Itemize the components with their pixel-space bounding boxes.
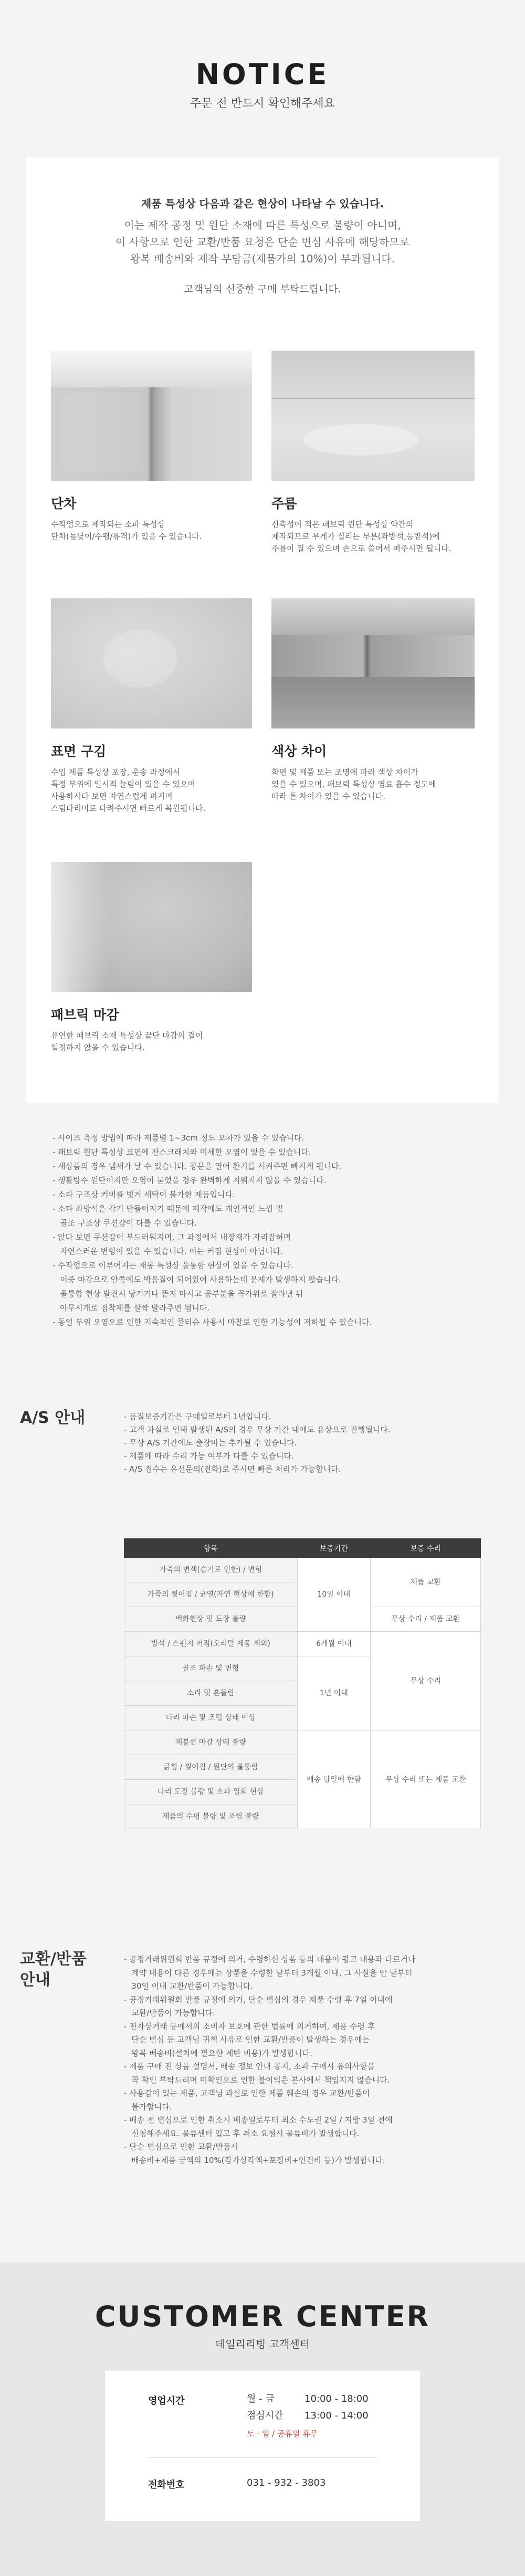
exchange-item: - 공정거래위원회 반품 규정에 의거, 수령하신 상품 등의 내용이 광고 내용과 다르거나 (124, 1955, 416, 1964)
table-cell: 다리 도장 불량 및 소파 일회 현상 (124, 1780, 298, 1804)
table-cell: 무상 수리 (371, 1632, 481, 1730)
hours-label: 영업시간 (148, 2395, 185, 2406)
table-header: 보증 수리 (371, 1539, 481, 1558)
warranty-table (124, 1538, 481, 1829)
note-item: - 동일 부위 오염으로 인한 지속적인 물티슈 사용시 마찰로 인한 기능성이 저하될 수 있습니다. (52, 1317, 372, 1327)
note-item: 골조 구조상 쿠션감이 다를 수 있습니다. (52, 1218, 197, 1228)
feature-desc: 수작업으로 제작되는 소파 특성상 (51, 520, 165, 529)
feature-title: 단차 (51, 496, 77, 511)
feature-desc: 화면 및 제품 또는 조명에 따라 색상 차이가 (271, 767, 418, 777)
exchange-item: 계약 내용이 다른 경우에는 상품을 수령한 날부터 3개월 이내, 그 사실을 안 날부터 (124, 1968, 413, 1978)
exchange-item: 불가합니다. (124, 2102, 172, 2112)
feature-desc: 사용하시다 보면 자연스럽게 펴지며 (51, 791, 173, 801)
table-cell: 10일 이내 (297, 1558, 371, 1632)
table-cell: 방석 / 스펀지 꺼짐(오리털 제품 제외) (124, 1632, 298, 1656)
customer-center-subtitle: 데일리리빙 고객센터 (215, 2338, 310, 2350)
feature-title: 주름 (271, 496, 297, 511)
note-item: - 사이즈 측정 방법에 따라 제품별 1~3cm 정도 오차가 있을 수 있습니다. (52, 1133, 304, 1143)
table-cell: 재봉선 마감 상태 불량 (124, 1730, 298, 1755)
notice-title: NOTICE (195, 58, 330, 91)
as-item: - A/S 접수는 유선문의(전화)로 주시면 빠른 처리가 가능합니다. (124, 1464, 341, 1474)
exchange-title-line: 교환/반품 (20, 1950, 87, 1968)
table-cell: 백화현상 및 도장 불량 (124, 1607, 298, 1632)
as-item: - 무상 A/S 기간에도 출장비는 추가될 수 있습니다. (124, 1438, 297, 1448)
table-cell: 6개월 이내 (297, 1632, 371, 1656)
table-row (124, 1632, 481, 1656)
table-cell: 골조 파손 및 변형 (124, 1656, 298, 1681)
table-cell: 가죽의 찢어짐 / 균열(자연 현상에 한함) (124, 1582, 298, 1607)
weekday-label: 월 - 금 (247, 2393, 275, 2404)
exchange-item: - 단순 변심으로 인한 교환/반품시 (124, 2142, 238, 2151)
note-item: 울퉁함 현상 발견시 당기거나 뜯지 마시고 공부분을 꼭가위로 잘라낸 뒤 (52, 1289, 303, 1298)
table-cell: 제품의 수평 불량 및 조립 불량 (124, 1804, 298, 1829)
intro-heading: 제품 특성상 다음과 같은 현상이 나타날 수 있습니다. (141, 197, 384, 210)
intro-line: 이 사항으로 인한 교환/반품 요청은 단순 변심 사유에 해당하므로 (116, 236, 410, 248)
feature-desc: 수입 제품 특성상 포장, 운송 과정에서 (51, 767, 180, 777)
phone-number[interactable]: 031 - 932 - 3803 (247, 2477, 326, 2488)
as-section-title: A/S 안내 (20, 1409, 86, 1427)
customer-center-box (105, 2371, 420, 2521)
note-item: - 소파 좌방석은 각기 만들어지기 때문에 제작에도 개인적인 느낌 및 (52, 1204, 284, 1213)
sofa-color-photo (271, 598, 475, 729)
feature-color (271, 741, 471, 803)
exchange-item: - 배송 전 변심으로 인한 취소시 배송일로부터 최소 수도권 2일 / 지방 3일 전에 (124, 2115, 393, 2125)
feature-wrinkle (271, 493, 471, 555)
table-cell: 다리 파손 및 조립 상태 이상 (124, 1706, 298, 1730)
exchange-title-line: 안내 (20, 1971, 50, 1989)
note-item: - 패브릭 원단 특성상 표면에 잔스크래치와 미세한 오염이 있을 수 있습니다. (52, 1147, 311, 1157)
feature-desc: 주름이 질 수 있으며 손으로 쓸어서 펴주시면 됩니다. (271, 544, 452, 553)
table-cell: 긁힘 / 찢어짐 / 원단의 울퉁림 (124, 1755, 298, 1780)
note-item: 자연스러운 변형이 있을 수 있습니다. 이는 커짐 현상이 아닙니다. (52, 1247, 283, 1256)
feature-desc: 스팀다리미로 다려주시면 빠르게 복원됩니다. (51, 804, 206, 813)
table-header-row (124, 1539, 481, 1558)
note-item: 이중 마감으로 안쪽에도 박음질이 되어있어 사용하는데 문제가 발생하지 않습니다. (52, 1275, 341, 1284)
exchange-section-title (20, 1949, 87, 1991)
as-item: - 고객 과실로 인해 발생된 A/S의 경우 무상 기간 내에도 유상으로 진행됩니다. (124, 1425, 391, 1434)
notice-subtitle: 주문 전 반드시 확인해주세요 (190, 97, 335, 110)
customer-center-title: CUSTOMER CENTER (94, 2300, 430, 2333)
feature-desc: 있을 수 있으며, 패브릭 특성상 염료 흡수 정도에 (271, 779, 436, 789)
feature-desc: 신축성이 적은 패브릭 원단 특성상 약간의 (271, 520, 414, 529)
feature-title: 표면 구김 (51, 744, 107, 759)
intro-line: 이는 제작 공정 및 원단 소재에 따른 특성으로 불량이 아니며, (124, 219, 401, 231)
note-item: - 소파 구조상 커버를 벗겨 세탁이 불가한 제품입니다. (52, 1190, 235, 1199)
table-cell: 소리 및 흔들림 (124, 1681, 298, 1706)
exchange-info-list (124, 1953, 415, 2167)
exchange-item: - 제품 구매 전 상품 설명서, 배송 정보 안내 공지, 소파 구매시 유의사항을 (124, 2062, 375, 2071)
note-item: - 새상품의 경우 냄새가 날 수 있습니다. 창문을 열어 환기를 시켜주면 빠지게 됩니다. (52, 1162, 342, 1171)
intro (26, 157, 499, 298)
note-item: - 수작업으로 이루어지는 재봉 특성상 울퉁함 현상이 있을 수 있습니다. (52, 1261, 293, 1270)
as-item: - 품질보증기간은 구매일로부터 1년입니다. (124, 1412, 271, 1421)
note-item: 아무시개로 접착제를 살짝 발라주면 됩니다. (52, 1303, 209, 1313)
table-header: 항목 (124, 1539, 298, 1558)
sofa-fabric-edge-photo (51, 862, 252, 992)
exchange-item: 배송비+제품 금액의 10%(감가상각액+포장비+인건비 등)가 발생합니다. (124, 2155, 385, 2165)
table-cell: 무상 수리 / 제품 교환 (371, 1607, 481, 1632)
exchange-item: 신청해주세요. 물류센터 입고 후 취소 요청시 물류비가 발생합니다. (124, 2128, 360, 2138)
feature-desc: 단차(높낮이/수평/유격)가 있을 수 있습니다. (51, 532, 202, 541)
table-header: 보증기간 (297, 1539, 371, 1558)
feature-desc: 제작되므로 무게가 실리는 부분(좌방석,등받석)에 (271, 532, 440, 541)
holiday-notice: 토 · 일 / 공휴일 휴무 (247, 2429, 318, 2438)
feature-fabric-edge (51, 1005, 250, 1054)
intro-thanks: 고객님의 신중한 구매 부탁드립니다. (184, 283, 341, 295)
table-cell: 가죽의 변색(습기로 인한) / 변형 (124, 1558, 298, 1582)
feature-desc: 특정 부위에 일시적 눌림이 있을 수 있으며 (51, 779, 195, 789)
feature-desc: 따라 톤 차이가 있을 수 있습니다. (271, 791, 385, 801)
customer-center (0, 2262, 525, 2576)
as-item: - 제품에 따라 수리 가능 여부가 다를 수 있습니다. (124, 1451, 294, 1461)
exchange-item: 교환/반품이 가능합니다. (124, 2008, 215, 2018)
feature-crease (51, 741, 250, 815)
exchange-item: 왕복 배송비(설치에 필요한 제반 비용)가 발생합니다. (124, 2048, 312, 2058)
weekday-time: 10:00 - 18:00 (304, 2393, 369, 2404)
exchange-item: 꼭 확인 부탁드리며 미확인으로 인한 불이익은 본사에서 책임지지 않습니다. (124, 2075, 390, 2085)
notice-card (26, 157, 499, 1103)
note-item: - 앉다 보면 쿠션감이 부드러워지며, 그 과정에서 내장재가 자리잡혀며 (52, 1232, 291, 1242)
feature-title: 색상 차이 (271, 744, 327, 759)
feature-title: 패브릭 마감 (51, 1007, 119, 1022)
caution-notes (52, 1131, 483, 1329)
table-cell: 제품 교환 (371, 1558, 481, 1607)
divider (148, 2457, 377, 2458)
exchange-item: 단순 변심 등 고객님 귀책 사유로 인한 교환/반품이 발생하는 경우에는 (124, 2035, 370, 2044)
table-row (124, 1730, 481, 1755)
lunch-label: 점심시간 (247, 2410, 284, 2421)
exchange-item: 30일 이내 교환/반품이 가능합니다. (124, 1981, 253, 1991)
sofa-seam-photo (51, 351, 252, 481)
feature-desc: 일정하지 않을 수 있습니다. (51, 1043, 145, 1052)
intro-line: 왕복 배송비와 제작 부담금(제품가의 10%)이 부과됩니다. (130, 252, 395, 265)
sofa-surface-crease-photo (51, 598, 252, 729)
table-cell: 무상 수리 또는 제품 교환 (371, 1730, 481, 1829)
feature-step (51, 493, 250, 543)
exchange-item: - 사용감이 있는 제품, 고객님 과실로 인한 제품 훼손의 경우 교환/반품이 (124, 2088, 370, 2098)
table-row (124, 1558, 481, 1582)
lunch-time: 13:00 - 14:00 (304, 2410, 369, 2421)
feature-desc: 유연한 패브릭 소재 특성상 끝단 마감의 결이 (51, 1031, 203, 1040)
sofa-wrinkle-photo (271, 351, 475, 481)
note-item: - 생활방수 원단이지만 오염이 묻었을 경우 완벽하게 지워지지 않을 수 있습니다. (52, 1176, 327, 1185)
table-cell: 배송 당일에 한함 (297, 1730, 371, 1829)
table-cell: 1년 이내 (297, 1656, 371, 1730)
phone-label: 전화번호 (148, 2479, 185, 2490)
exchange-item: - 공정거래위원회 반품 규정에 의거, 단순 변심의 경우 제품 수령 후 7일 이내에 (124, 1994, 393, 2004)
exchange-item: - 전자상거래 등에서의 소비자 보호에 관한 법률에 의거하여, 제품 수령 후 (124, 2021, 375, 2031)
as-info-list (124, 1410, 391, 1476)
